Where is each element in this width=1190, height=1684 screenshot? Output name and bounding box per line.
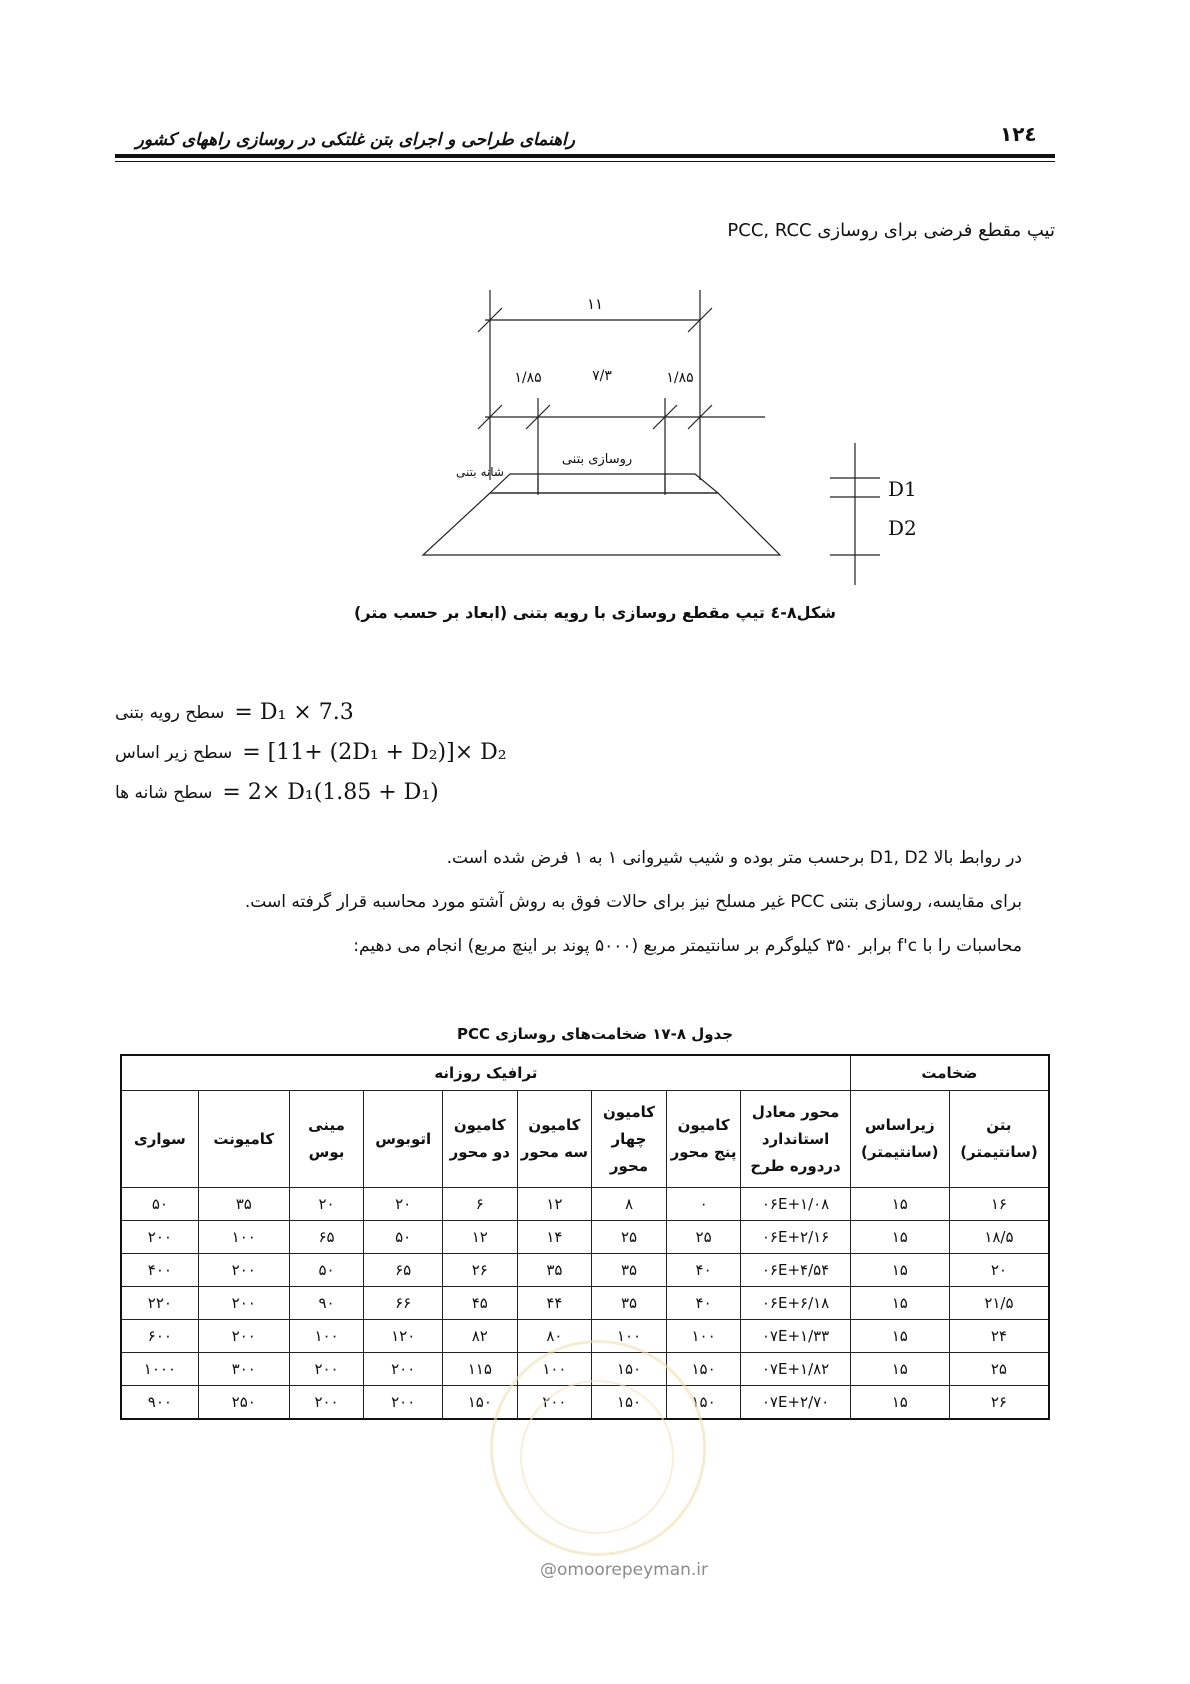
- table-cell: ۱۰۰: [666, 1320, 741, 1353]
- label-d1: D1: [888, 477, 917, 501]
- paragraph-3: محاسبات را با f'c برابر ۳۵۰ کیلوگرم بر سانتیمتر مربع (۵۰۰۰ پوند بر اینچ مربع) انجام می دهیم:: [353, 936, 1022, 956]
- table-cell: ۰۷E+۱/۳۳: [741, 1320, 850, 1353]
- table-cell: ۲۰۰: [198, 1320, 289, 1353]
- table-cell: ۱۵۰: [592, 1386, 667, 1420]
- table-cell: ۴۰: [666, 1254, 741, 1287]
- table-cell: ۱۵۰: [666, 1353, 741, 1386]
- table-cell: ۳۵: [592, 1254, 667, 1287]
- label-concrete-shoulder: شانه بتنی: [456, 465, 504, 479]
- table-cell: ۰۷E+۱/۸۲: [741, 1353, 850, 1386]
- table-cell: ۴۰: [666, 1287, 741, 1320]
- table-cell: ۲۰: [289, 1188, 364, 1221]
- formula-expression: = 2× D₁(1.85 + D₁): [222, 780, 439, 805]
- table-cell: ۵۰: [289, 1254, 364, 1287]
- formula-label: سطح شانه ها: [115, 782, 213, 803]
- table-cell: ۲۰۰: [121, 1221, 198, 1254]
- table-cell: ۱۰۰: [517, 1353, 592, 1386]
- table-cell: ۱۰۰: [198, 1221, 289, 1254]
- table-cell: ۰۶E+۲/۱۶: [741, 1221, 850, 1254]
- table-cell: ۲۶: [443, 1254, 518, 1287]
- table-cell: ۱۵: [850, 1287, 949, 1320]
- table-cell: ۶: [443, 1188, 518, 1221]
- table-cell: ۵۰: [364, 1221, 443, 1254]
- watermark-text: @omoorepeyman.ir: [540, 1560, 709, 1580]
- label-d2: D2: [888, 516, 917, 540]
- formula-subbase-area: [115, 740, 507, 765]
- table-cell: ۱۰۰۰: [121, 1353, 198, 1386]
- table-cell: ۱۵: [850, 1320, 949, 1353]
- table-cell: ۸۰: [517, 1320, 592, 1353]
- table-cell: ۱۵: [850, 1353, 949, 1386]
- table-cell: ۲۰۰: [289, 1386, 364, 1420]
- column-header: محور معادل استاندارد دردوره طرح: [741, 1091, 850, 1188]
- column-header: زیراساس (سانتیمتر): [850, 1091, 949, 1188]
- cross-section-figure: [0, 0, 1190, 600]
- table-cell: ۴۴: [517, 1287, 592, 1320]
- header-group-thickness: ضخامت: [850, 1055, 1049, 1091]
- table-cell: ۵۰: [121, 1188, 198, 1221]
- table-cell: ۲۴: [949, 1320, 1049, 1353]
- dim-label-left: ۱/۸۵: [514, 370, 542, 386]
- table-cell: ۲۲۰: [121, 1287, 198, 1320]
- table-cell: ۶۵: [289, 1221, 364, 1254]
- table-cell: ۱۵۰: [666, 1386, 741, 1420]
- column-header: مینی بوس: [289, 1091, 364, 1188]
- table-cell: ۳۰۰: [198, 1353, 289, 1386]
- table-cell: ۱۲: [517, 1188, 592, 1221]
- column-header: سواری: [121, 1091, 198, 1188]
- table-cell: ۱۵: [850, 1386, 949, 1420]
- dim-label-right: ۱/۸۵: [666, 370, 694, 386]
- table-cell: ۲۱/۵: [949, 1287, 1049, 1320]
- watermark-seal-inner: [520, 1380, 674, 1534]
- formula-expression: = [11+ (2D₁ + D₂)]× D₂: [242, 740, 507, 765]
- table-cell: ۱۵: [850, 1188, 949, 1221]
- paragraph-1: در روابط بالا D1, D2 برحسب متر بوده و شیب شیروانی ۱ به ۱ فرض شده است.: [446, 848, 1022, 868]
- table-cell: ۲۰۰: [289, 1353, 364, 1386]
- table-cell: ۱۵۰: [443, 1386, 518, 1420]
- table-cell: ۰: [666, 1188, 741, 1221]
- table-cell: ۸: [592, 1188, 667, 1221]
- table-cell: ۱۸/۵: [949, 1221, 1049, 1254]
- table-cell: ۰۶E+۶/۱۸: [741, 1287, 850, 1320]
- table-cell: ۲۵۰: [198, 1386, 289, 1420]
- formula-label: سطح زیر اساس: [115, 742, 233, 763]
- column-header: کامیون دو محور: [443, 1091, 518, 1188]
- paragraph-2: برای مقایسه، روسازی بتنی PCC غیر مسلح نیز برای حالات فوق به روش آشتو مورد محاسبه قرار گرفته است.: [244, 892, 1022, 912]
- figure-caption: شکل۸-٤ تیپ مقطع روسازی با رویه بتنی (ابعاد بر حسب متر): [354, 603, 836, 622]
- label-concrete-pavement: روسازی بتنی: [561, 452, 633, 467]
- column-header: کامیون سه محور: [517, 1091, 592, 1188]
- table-cell: ۲۰۰: [364, 1386, 443, 1420]
- table-cell: ۱۲: [443, 1221, 518, 1254]
- table-row: [121, 1287, 1049, 1320]
- table-cell: ۱۵: [850, 1221, 949, 1254]
- table-cell: ۰۶E+۴/۵۴: [741, 1254, 850, 1287]
- table-cell: ۱۴: [517, 1221, 592, 1254]
- column-header: کامیون پنج محور: [666, 1091, 741, 1188]
- formula-expression: = D₁ × 7.3: [234, 700, 354, 725]
- page-number: ۱۲٤: [1000, 122, 1037, 146]
- column-header: کامیون چهار محور: [592, 1091, 667, 1188]
- formula-shoulder-area: [115, 780, 439, 805]
- table-cell: ۱۰۰: [289, 1320, 364, 1353]
- table-cell: ۱۰۰: [592, 1320, 667, 1353]
- table-cell: ۹۰۰: [121, 1386, 198, 1420]
- table-cell: ۲۵: [666, 1221, 741, 1254]
- table-cell: ۲۰۰: [364, 1353, 443, 1386]
- formula-label: سطح رویه بتنی: [115, 702, 225, 723]
- table-cell: ۹۰: [289, 1287, 364, 1320]
- surface-layer: [490, 474, 718, 493]
- table-cell: ۲۰۰: [517, 1386, 592, 1420]
- column-header: کامیونت: [198, 1091, 289, 1188]
- table-cell: ۱۵: [850, 1254, 949, 1287]
- table-cell: ۳۵: [517, 1254, 592, 1287]
- table-row: [121, 1188, 1049, 1221]
- header-group-traffic: ترافیک روزانه: [121, 1055, 850, 1091]
- table-cell: ۶۶: [364, 1287, 443, 1320]
- column-header: بتن (سانتیمتر): [949, 1091, 1049, 1188]
- formula-surface-area: [115, 700, 354, 725]
- dim-label-total: ۱۱: [586, 295, 604, 313]
- table-cell: ۲۶: [949, 1386, 1049, 1420]
- table-cell: ۲۵: [949, 1353, 1049, 1386]
- dim-label-center: ۷/۳: [592, 368, 612, 384]
- table-row: [121, 1221, 1049, 1254]
- table-cell: ۴۵: [443, 1287, 518, 1320]
- table-cell: ۸۲: [443, 1320, 518, 1353]
- table-cell: ۲۰۰: [198, 1254, 289, 1287]
- table-cell: ۳۵: [592, 1287, 667, 1320]
- table-cell: ۲۰: [949, 1254, 1049, 1287]
- table-cell: ۱۶: [949, 1188, 1049, 1221]
- table-cell: ۲۰۰: [198, 1287, 289, 1320]
- table-cell: ۴۰۰: [121, 1254, 198, 1287]
- table-cell: ۲۰: [364, 1188, 443, 1221]
- table-row: [121, 1254, 1049, 1287]
- table-cell: ۰۶E+۱/۰۸: [741, 1188, 850, 1221]
- table-cell: ۰۷E+۲/۷۰: [741, 1386, 850, 1420]
- intro-text: تیپ مقطع فرضی برای روسازی PCC, RCC: [727, 220, 1055, 241]
- table-cell: ۶۰۰: [121, 1320, 198, 1353]
- table-cell: ۱۱۵: [443, 1353, 518, 1386]
- table-caption: جدول ۸-۱۷ ضخامت‌های روسازی PCC: [456, 1025, 734, 1043]
- table-cell: ۱۲۰: [364, 1320, 443, 1353]
- subbase-layer: [423, 493, 780, 555]
- table-cell: ۶۵: [364, 1254, 443, 1287]
- running-header-title: راهنمای طراحی و اجرای بتن غلتکی در روسازی راههای کشور: [135, 130, 575, 150]
- table-cell: ۲۵: [592, 1221, 667, 1254]
- column-header: اتوبوس: [364, 1091, 443, 1188]
- table-cell: ۱۵۰: [592, 1353, 667, 1386]
- table-cell: ۳۵: [198, 1188, 289, 1221]
